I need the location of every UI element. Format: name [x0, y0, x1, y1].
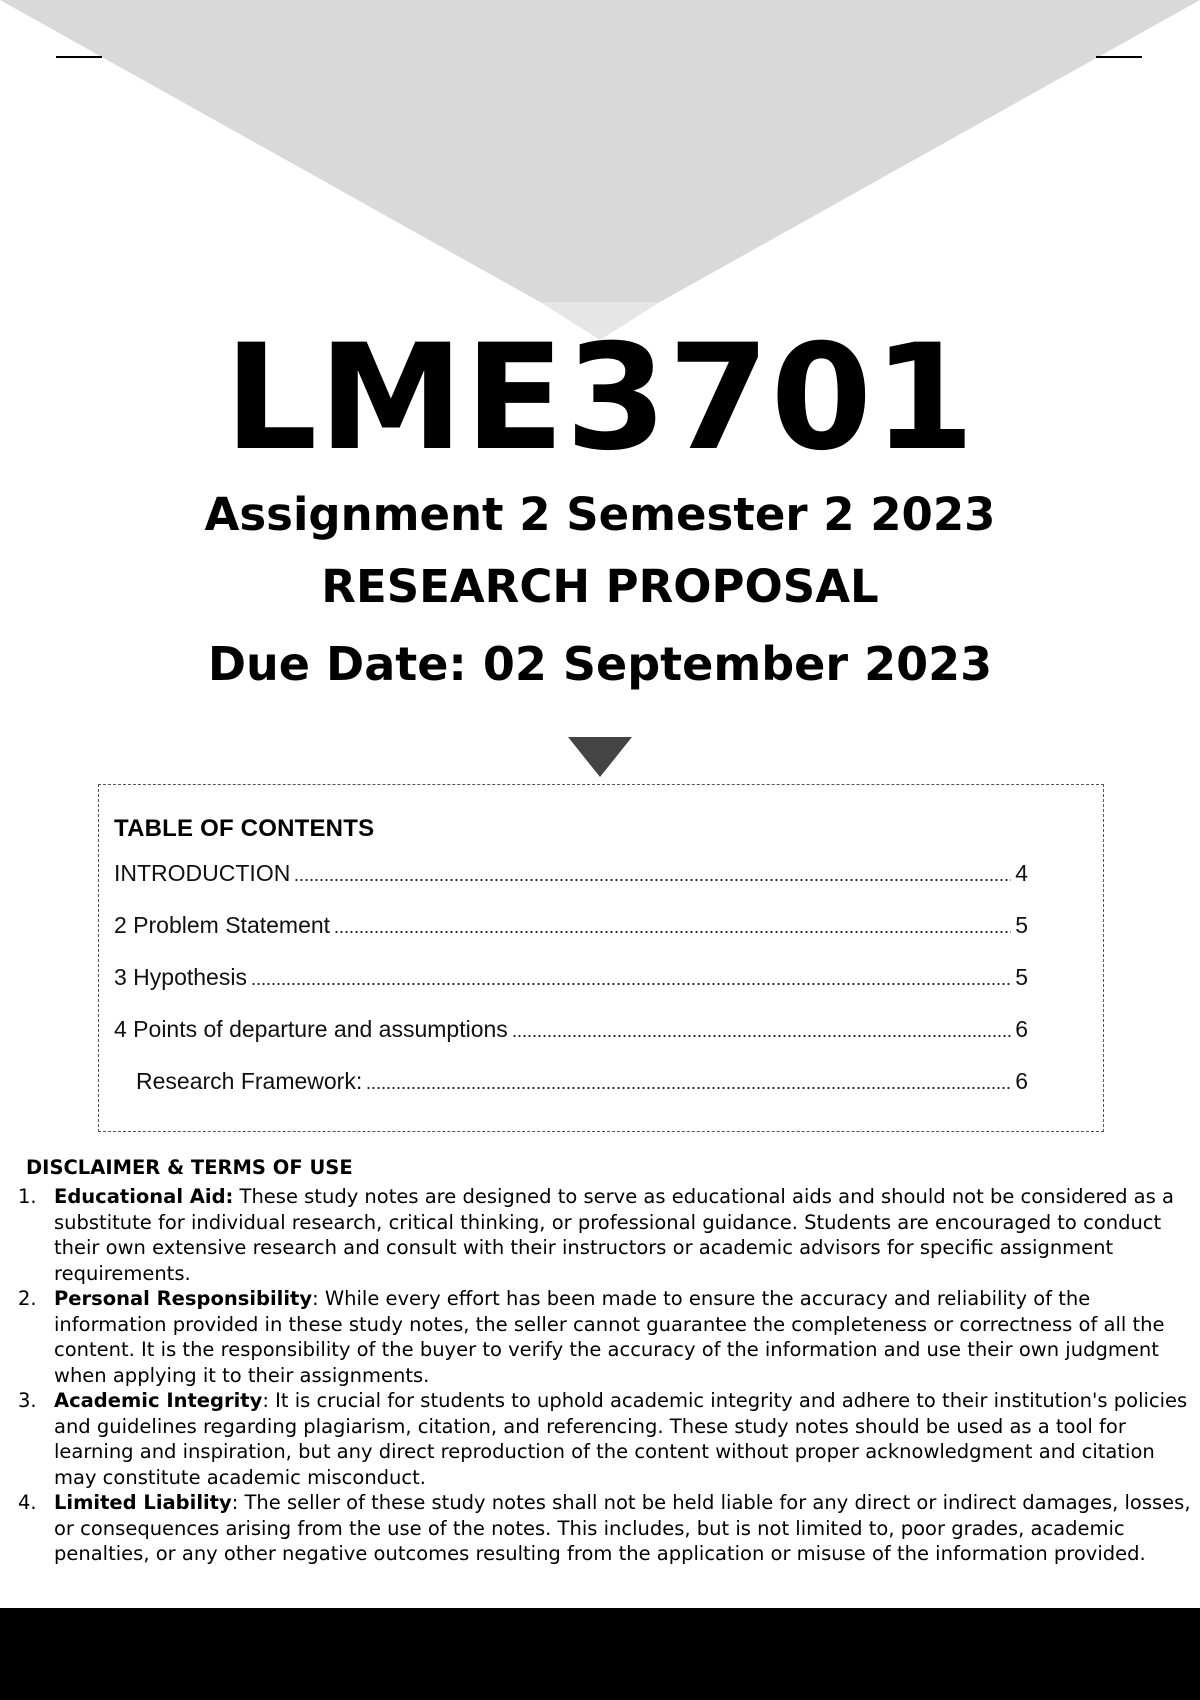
- disclaimer-item-number: 2.: [18, 1287, 37, 1310]
- toc-leader-dots: [512, 1035, 1011, 1037]
- toc-leader-dots: [366, 1087, 1011, 1089]
- table-of-contents: [98, 784, 1104, 1132]
- chevron-banner: [0, 0, 1200, 345]
- toc-leader-dots: [251, 983, 1011, 985]
- toc-entry-page: 5: [1015, 964, 1028, 990]
- toc-entry-page: 4: [1015, 860, 1028, 886]
- toc-heading: TABLE OF CONTENTS: [114, 815, 375, 842]
- toc-entry[interactable]: [114, 1013, 1028, 1043]
- footer-bar: [0, 1608, 1200, 1700]
- toc-entry-page: 6: [1015, 1016, 1028, 1042]
- disclaimer-item-number: 4.: [18, 1491, 37, 1514]
- disclaimer-item-term: Educational Aid:: [54, 1185, 234, 1208]
- toc-leader-dots: [294, 879, 1011, 881]
- toc-entry-label: 3 Hypothesis: [114, 964, 247, 990]
- disclaimer-item: [16, 1286, 1191, 1388]
- disclaimer-item: [16, 1388, 1191, 1490]
- toc-leader-dots: [334, 931, 1011, 933]
- toc-entry-page: 5: [1015, 912, 1028, 938]
- disclaimer-item-number: 3.: [18, 1389, 37, 1412]
- document-type-subtitle: RESEARCH PROPOSAL: [321, 560, 879, 613]
- toc-entry-label: 2 Problem Statement: [114, 912, 331, 938]
- disclaimer-item-text: : The seller of these study notes shall not be held liable for any direct or indirect damages, losses, or consequences arising from the use of the notes. This includes, but is not limited to, poor grades, academic penalties, or any other negative outcomes resulting from the application or misuse of the information provided.: [54, 1491, 1191, 1565]
- disclaimer-item: [16, 1184, 1191, 1286]
- disclaimer-item-text: : While every effort has been made to ensure the accuracy and reliability of the information provided in these study notes, the seller cannot guarantee the completeness or correctness of all the content. It is the responsibility of the buyer to verify the accuracy of the information and use their own judgment when applying it to their assignments.: [54, 1287, 1165, 1387]
- toc-entry[interactable]: [114, 909, 1028, 939]
- corner-rule-right: [1096, 56, 1142, 58]
- corner-rule-left: [56, 56, 102, 58]
- due-date: Due Date: 02 September 2023: [207, 637, 993, 691]
- assignment-subtitle: Assignment 2 Semester 2 2023: [204, 488, 996, 541]
- toc-entry[interactable]: [114, 961, 1028, 991]
- disclaimer-list: [16, 1184, 1191, 1567]
- disclaimer-item-term: Personal Responsibility: [54, 1287, 313, 1310]
- course-code-title: LME3701: [224, 313, 976, 483]
- disclaimer-item-term: Limited Liability: [54, 1491, 232, 1514]
- toc-entry[interactable]: [114, 857, 1028, 887]
- toc-entry[interactable]: [136, 1065, 1028, 1095]
- toc-entry-page: 6: [1015, 1068, 1028, 1094]
- disclaimer-heading: DISCLAIMER & TERMS OF USE: [26, 1156, 353, 1179]
- disclaimer-item: [16, 1490, 1191, 1567]
- toc-entry-label: 4 Points of departure and assumptions: [114, 1016, 508, 1042]
- triangle-down-icon: [568, 737, 632, 777]
- disclaimer-item-term: Academic Integrity: [54, 1389, 263, 1412]
- toc-entry-label: Research Framework:: [136, 1068, 363, 1094]
- disclaimer-item-text: These study notes are designed to serve as educational aids and should not be considered as a substitute for individual research, critical thinking, or professional guidance. Students are encouraged to conduct their own extensive research and consult with their instructors or academic advisors for specific assignment requirements.: [54, 1185, 1174, 1285]
- toc-entry-label: INTRODUCTION: [114, 860, 291, 886]
- disclaimer-item-number: 1.: [18, 1185, 37, 1208]
- disclaimer-item-text: : It is crucial for students to uphold academic integrity and adhere to their institution's policies and guidelines regarding plagiarism, citation, and referencing. These study notes should be used as a tool for learning and inspiration, but any direct reproduction of the content without proper acknowledgment and citation may constitute academic misconduct.: [54, 1389, 1188, 1489]
